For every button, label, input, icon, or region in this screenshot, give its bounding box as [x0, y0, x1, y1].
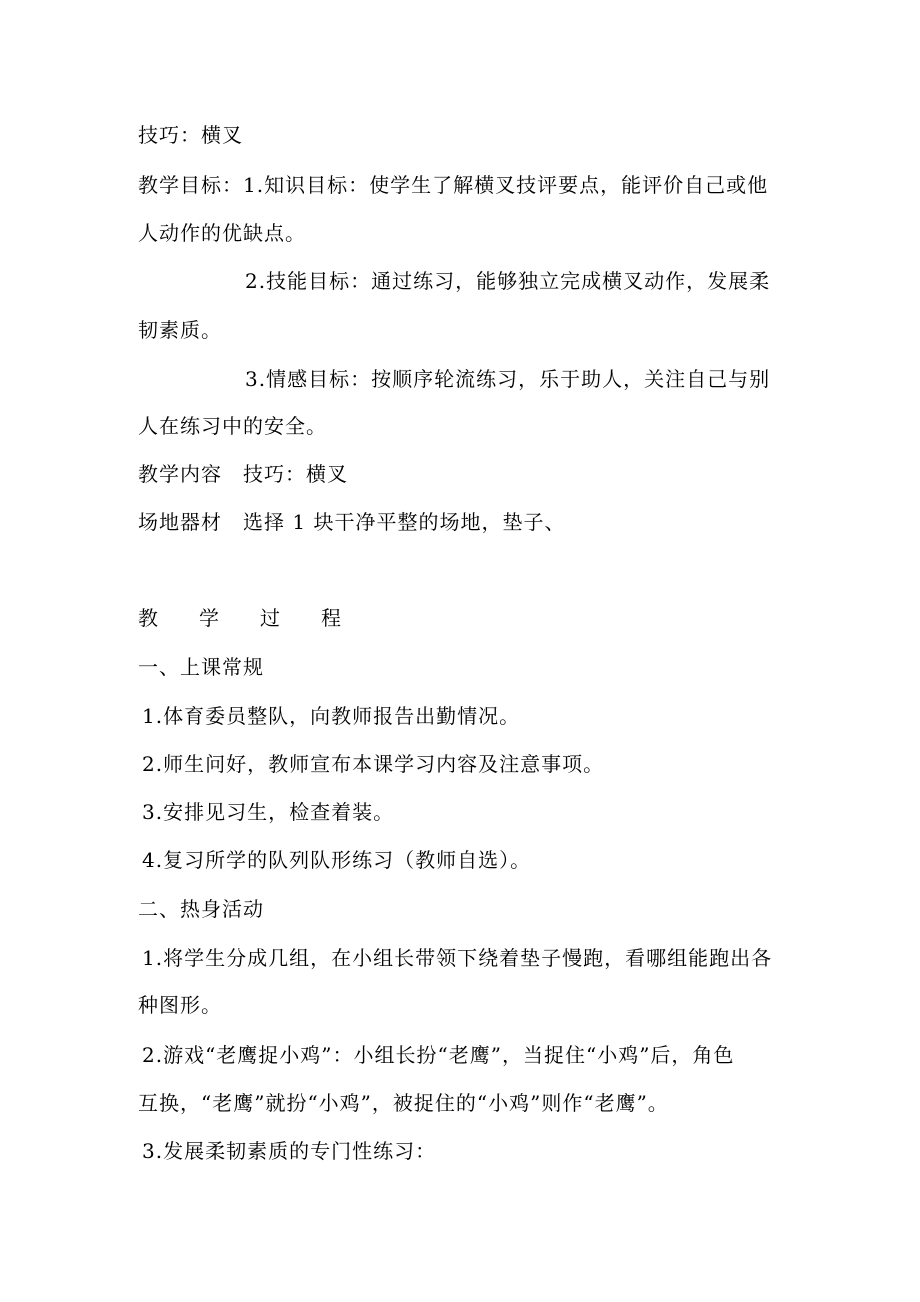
content-line: 教学内容 技巧：横叉	[138, 462, 348, 486]
section1-item-1: 1.体育委员整队，向教师报告出勤情况。	[142, 704, 521, 728]
skill-line: 技巧：横叉	[138, 123, 243, 147]
section1-item-3: 3.安排见习生，检查着装。	[142, 800, 395, 824]
section2-item-1-cont: 种图形。	[138, 993, 222, 1017]
section2-item-3: 3.发展柔韧素质的专门性练习：	[142, 1139, 437, 1163]
section1-item-2: 2.师生问好，教师宣布本课学习内容及注意事项。	[142, 752, 605, 776]
section2-title: 二、热身活动	[138, 897, 264, 921]
objectives-third: 3.情感目标：按顺序轮流练习，乐于助人，关注自己与别	[245, 367, 771, 391]
objectives-second-cont: 韧素质。	[138, 318, 222, 342]
objectives-third-cont: 人在练习中的安全。	[138, 414, 327, 438]
section1-item-4: 4.复习所学的队列队形练习（教师自选）。	[142, 848, 532, 872]
objectives-first: 教学目标：1.知识目标：使学生了解横叉技评要点，能评价自己或他	[138, 173, 769, 197]
process-heading: 教学过程	[138, 606, 382, 630]
section1-title: 一、上课常规	[138, 655, 264, 679]
section2-item-2: 2.游戏“老鹰捉小鸡”：小组长扮“老鹰”，当捉住“小鸡”后，角色	[142, 1043, 735, 1067]
section2-item-2-cont: 互换，“老鹰”就扮“小鸡”，被捉住的“小鸡”则作“老鹰”。	[138, 1091, 669, 1115]
section2-item-1: 1.将学生分成几组，在小组长带领下绕着垫子慢跑，看哪组能跑出各	[142, 946, 773, 970]
equipment-line: 场地器材 选择 1 块干净平整的场地，垫子、	[138, 510, 566, 534]
objectives-second: 2.技能目标：通过练习，能够独立完成横叉动作，发展柔	[245, 269, 771, 293]
objectives-first-cont: 人动作的优缺点。	[138, 221, 306, 245]
